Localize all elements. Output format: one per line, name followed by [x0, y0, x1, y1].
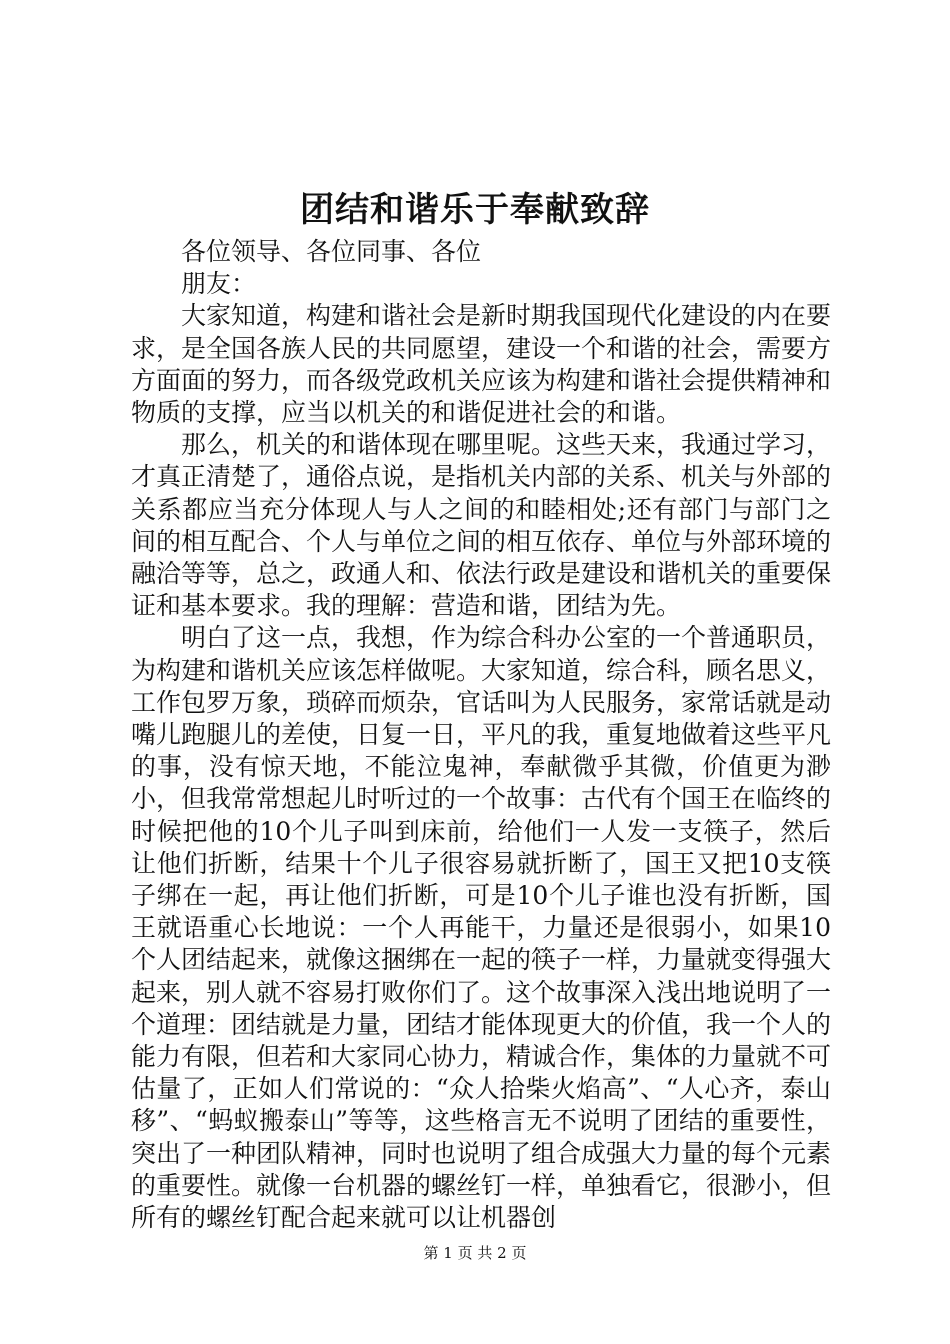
document-title: 团结和谐乐于奉献致辞 [300, 190, 650, 230]
document-body [131, 236, 831, 1234]
paragraph-1: 大家知道，构建和谐社会是新时期我国现代化建设的内在要求，是全国各族人民的共同愿望，建设一个和谐的社会，需要方方面面的努力，而各级党政机关应该为构建和谐社会提供精神和物质的支撑，应当以机关的和谐促进社会的和谐。 [131, 301, 832, 428]
paragraph-2: 那么，机关的和谐体现在哪里呢。这些天来，我通过学习，才真正清楚了，通俗点说，是指机关内部的关系、机关与外部的关系都应当充分体现人与人之间的和睦相处;还有部门与部门之间的相互配合、个人与单位之间的相互依存、单位与外部环境的融洽等等，总之，政通人和、依法行政是建设和谐机关的重要保证和基本要求。我的理解：营造和谐，团结为先。 [131, 430, 832, 621]
paragraph-3: 明白了这一点，我想，作为综合科办公室的一个普通职员，为构建和谐机关应该怎样做呢。大家知道，综合科，顾名思义，工作包罗万象，琐碎而烦杂，官话叫为人民服务，家常话就是动嘴儿跑腿儿的差使，日复一日，平凡的我，重复地做着这些平凡的事，没有惊天地，不能泣鬼神，奉献微乎其微，价值更为渺小，但我常常想起儿时听过的一个故事：古代有个国王在临终的时候把他的10个儿子叫到床前，给他们一人发一支筷子，然后让他们折断，结果十个儿子很容易就折断了，国王又把10支筷子绑在一起，再让他们折断，可是10个儿子谁也没有折断，国王就语重心长地说：一个人再能干，力量还是很弱小，如果10个人团结起来，就像这捆绑在一起的筷子一样，力量就变得强大起来，别人就不容易打败你们了。这个故事深入浅出地说明了一个道理：团结就是力量，团结才能体现更大的价值，我一个人的能力有限，但若和大家同心协力，精诚合作，集体的力量就不可估量了，正如人们常说的：“众人拾柴火焰高”、“人心齐，泰山移”、“蚂蚁搬泰山”等等，这些格言无不说明了团结的重要性，突出了一种团队精神，同时也说明了组合成强大力量的每个元素的重要性。就像一台机器的螺丝钉一样，单独看它，很渺小，但所有的螺丝钉配合起来就可以让机器创 [131, 623, 832, 1233]
page-footer: 第 1 页 共 2 页 [423, 1244, 527, 1262]
greeting-line-2: 朋友： [181, 269, 257, 299]
greeting-line-1: 各位领导、各位同事、各位 [181, 237, 482, 266]
